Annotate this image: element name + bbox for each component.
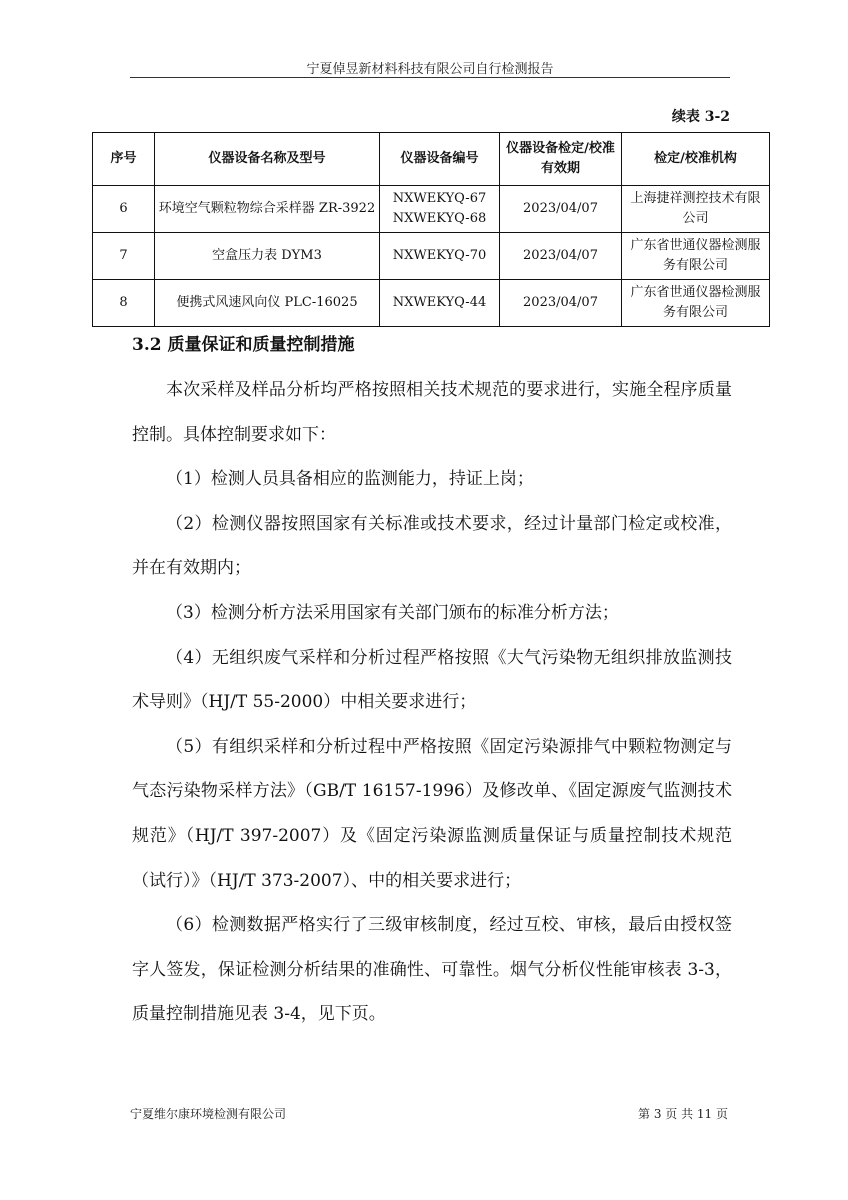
col-header-name: 仪器设备名称及型号	[155, 133, 380, 186]
cell-name: 环境空气颗粒物综合采样器 ZR-3922	[155, 186, 380, 233]
paragraph: （4）无组织废气采样和分析过程严格按照《大气污染物无组织排放监测技术导则》（HJ/T 55-2000）中相关要求进行；	[132, 647, 732, 713]
cell-name: 便携式风速风向仪 PLC-16025	[155, 280, 380, 327]
paragraph: （5）有组织采样和分析过程中严格按照《固定污染源排气中颗粒物测定与气态污染物采样方法》（GB/T 16157-1996）及修改单、《固定源废气监测技术规范》（HJ/T 397-2007）及《固定污染源监测质量保证与质量控制技术规范（试行）》（HJ/T 373-2007）、中的相关要求进行；	[132, 736, 732, 891]
cell-org: 上海捷祥测控技术有限公司	[622, 186, 770, 233]
table-row	[93, 186, 770, 233]
cell-valid: 2023/04/07	[500, 233, 622, 280]
cell-org: 广东省世通仪器检测服务有限公司	[622, 233, 770, 280]
section-title: 3.2 质量保证和质量控制措施	[132, 335, 355, 355]
col-header-no: 序号	[93, 133, 155, 186]
paragraph: （1）检测人员具备相应的监测能力，持证上岗；	[166, 469, 534, 490]
page-number: 第 3 页 共 11 页	[638, 1107, 728, 1121]
cell-valid: 2023/04/07	[500, 186, 622, 233]
col-header-valid: 仪器设备检定/校准有效期	[500, 133, 622, 186]
paragraph: （2）检测仪器按照国家有关标准或技术要求，经过计量部门检定或校准，并在有效期内；	[132, 513, 732, 579]
cell-id: NXWEKYQ-44	[380, 280, 500, 327]
cell-no: 7	[93, 233, 155, 280]
paragraph: （6）检测数据严格实行了三级审核制度，经过互校、审核，最后由授权签字人签发，保证检测分析结果的准确性、可靠性。烟气分析仪性能审核表 3-3，质量控制措施见表 3-4，见下页。	[132, 915, 732, 1025]
cell-valid: 2023/04/07	[500, 280, 622, 327]
cell-name: 空盒压力表 DYM3	[155, 233, 380, 280]
cell-org: 广东省世通仪器检测服务有限公司	[622, 280, 770, 327]
col-header-org: 检定/校准机构	[622, 133, 770, 186]
table-row	[93, 280, 770, 327]
cell-no: 6	[93, 186, 155, 233]
cell-no: 8	[93, 280, 155, 327]
section-body	[132, 368, 732, 1037]
page-header: 宁夏倬昱新材料科技有限公司自行检测报告	[306, 62, 554, 77]
footer-company: 宁夏维尔康环境检测有限公司	[130, 1107, 287, 1121]
equipment-table	[92, 132, 770, 327]
table-row	[93, 233, 770, 280]
col-header-id: 仪器设备编号	[380, 133, 500, 186]
paragraph: 本次采样及样品分析均严格按照相关技术规范的要求进行，实施全程序质量控制。具体控制要求如下：	[132, 380, 732, 445]
cell-id: NXWEKYQ-67 NXWEKYQ-68	[380, 186, 500, 233]
table-continued-label: 续表 3-2	[671, 109, 730, 125]
paragraph: （3）检测分析方法采用国家有关部门颁布的标准分析方法；	[166, 602, 619, 623]
table-header-row	[93, 133, 770, 186]
header-divider	[130, 77, 730, 78]
cell-id: NXWEKYQ-70	[380, 233, 500, 280]
